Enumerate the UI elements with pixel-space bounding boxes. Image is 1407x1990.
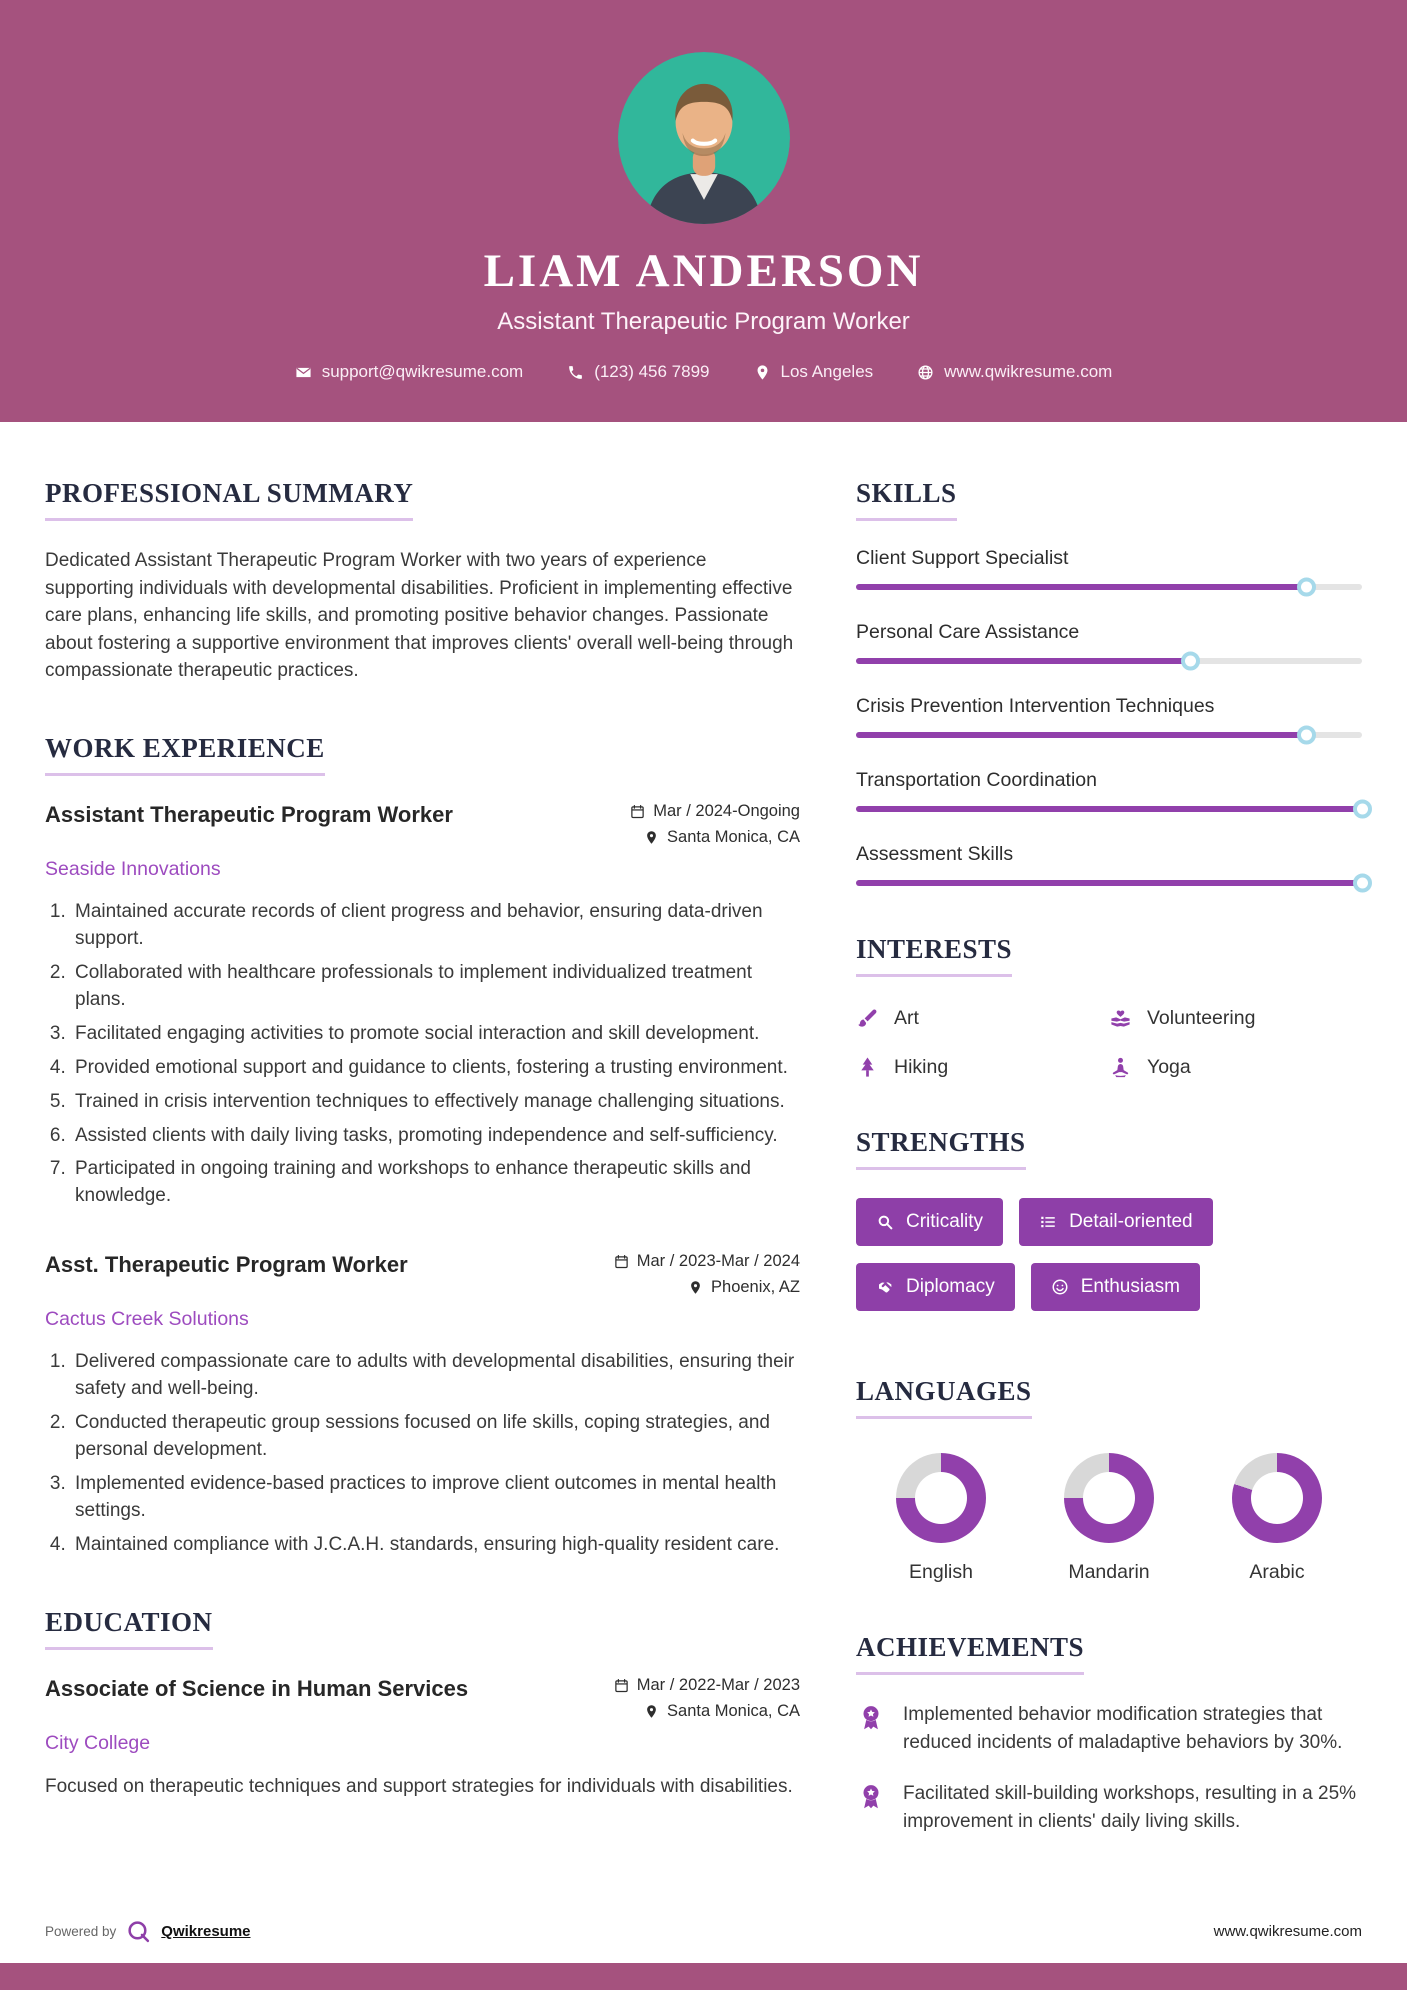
pin-icon — [644, 830, 659, 845]
yoga-person-icon — [1109, 1056, 1132, 1079]
language-donut-chart — [1232, 1453, 1322, 1543]
job-bullets — [45, 1349, 800, 1559]
section-summary — [45, 478, 800, 685]
hands-heart-icon — [1109, 1007, 1132, 1030]
skill-bar — [856, 880, 1362, 886]
education-location-text: Santa Monica, CA — [667, 1702, 800, 1721]
job-company: Seaside Innovations — [45, 857, 221, 880]
achievement-item — [856, 1701, 1362, 1756]
language-donut-chart — [1064, 1453, 1154, 1543]
contact-email-text: support@qwikresume.com — [321, 362, 524, 381]
envelope-icon — [295, 364, 312, 381]
bottom-accent-bar — [0, 1963, 1407, 1990]
achievements-heading: ACHIEVEMENTS — [856, 1632, 1084, 1675]
contact-location-text: Los Angeles — [780, 362, 874, 381]
award-icon — [856, 1703, 886, 1733]
smiley-icon — [1051, 1278, 1069, 1296]
section-strengths — [856, 1127, 1362, 1328]
interest-item — [1109, 1056, 1362, 1079]
language-item — [1034, 1453, 1184, 1584]
job-dates — [614, 1252, 800, 1271]
job-location — [630, 828, 800, 847]
job-location-text: Santa Monica, CA — [667, 827, 800, 846]
interest-label: Art — [894, 1007, 919, 1029]
contact-website-text: www.qwikresume.com — [944, 362, 1113, 381]
powered-by-label: Powered by — [45, 1924, 117, 1939]
interest-item — [856, 1056, 1109, 1079]
summary-text: Dedicated Assistant Therapeutic Program Worker with two years of experience supporting individuals with developmental disabilities. Proficient in implementing effective care plans, enhancing life skills, and promoting positive behavior changes. Passionate about fostering a supportive environment that improves clients' overall well-being through compassionate therapeutic practices. — [45, 550, 794, 682]
skill-knob — [1297, 726, 1316, 745]
strength-label: Criticality — [906, 1211, 984, 1232]
experience-heading: WORK EXPERIENCE — [45, 733, 325, 776]
contact-email[interactable] — [295, 362, 524, 382]
skill-label: Assessment Skills — [856, 843, 1014, 865]
phone-icon — [567, 364, 584, 381]
section-languages — [856, 1376, 1362, 1584]
education-dates-text: Mar / 2022-Mar / 2023 — [636, 1676, 800, 1695]
job-dates-text: Mar / 2024-Ongoing — [653, 801, 800, 820]
job-location — [614, 1278, 800, 1297]
strength-label: Enthusiasm — [1080, 1276, 1180, 1297]
left-column — [45, 478, 800, 1883]
calendar-icon — [614, 1254, 629, 1269]
job-title: Asst. Therapeutic Program Worker — [45, 1252, 408, 1278]
strength-badge — [856, 1263, 1015, 1311]
skill-knob — [1181, 652, 1200, 671]
strength-badge — [1019, 1198, 1213, 1246]
job-bullet: 4. Provided emotional support and guidance to clients, fostering a trusting environment. — [71, 1055, 800, 1082]
job-meta — [630, 802, 800, 854]
strength-badge — [856, 1198, 1003, 1246]
handshake-icon — [876, 1278, 894, 1296]
skill-knob — [1297, 578, 1316, 597]
job-bullet: 1. Maintained accurate records of client progress and behavior, ensuring data-driven support. — [71, 899, 800, 953]
job-company: Cactus Creek Solutions — [45, 1308, 249, 1331]
footer — [45, 1919, 1362, 1944]
language-item — [1202, 1453, 1352, 1584]
skill-knob — [1353, 800, 1372, 819]
interests-grid — [856, 1003, 1362, 1079]
interest-item — [1109, 1007, 1362, 1030]
skill-item — [856, 695, 1362, 738]
skill-bar — [856, 658, 1362, 664]
candidate-title: Assistant Therapeutic Program Worker — [497, 308, 910, 335]
contact-website[interactable] — [917, 362, 1112, 382]
calendar-icon — [630, 804, 645, 819]
section-experience — [45, 733, 800, 1559]
education-degree: Associate of Science in Human Services — [45, 1676, 469, 1702]
job-bullets — [45, 899, 800, 1211]
job-entry — [45, 1252, 800, 1559]
skill-knob — [1353, 874, 1372, 893]
section-interests — [856, 934, 1362, 1079]
language-label: English — [909, 1561, 973, 1583]
interest-label: Hiking — [894, 1056, 949, 1078]
section-achievements — [856, 1632, 1362, 1835]
skill-item — [856, 547, 1362, 590]
languages-heading: LANGUAGES — [856, 1376, 1032, 1419]
contact-phone-text: (123) 456 7899 — [594, 362, 710, 381]
candidate-name: LIAM ANDERSON — [483, 245, 924, 297]
skill-label: Client Support Specialist — [856, 547, 1069, 569]
education-description: Focused on therapeutic techniques and support strategies for individuals with disabilities. — [45, 1776, 793, 1798]
job-bullet: 3. Facilitated engaging activities to promote social interaction and skill development. — [71, 1021, 800, 1048]
interest-label: Volunteering — [1147, 1007, 1256, 1029]
education-school: City College — [45, 1732, 151, 1755]
skill-label: Crisis Prevention Intervention Techniques — [856, 695, 1215, 717]
summary-heading: PROFESSIONAL SUMMARY — [45, 478, 413, 521]
skill-bar — [856, 732, 1362, 738]
award-icon — [856, 1782, 886, 1812]
job-bullet: 7. Participated in ongoing training and workshops to enhance therapeutic skills and knowledge. — [71, 1156, 800, 1210]
job-title: Assistant Therapeutic Program Worker — [45, 801, 453, 827]
job-bullet: 3. Implemented evidence-based practices to improve client outcomes in mental health settings. — [71, 1471, 800, 1525]
language-label: Mandarin — [1068, 1561, 1150, 1583]
interest-label: Yoga — [1147, 1056, 1191, 1078]
job-location-text: Phoenix, AZ — [711, 1278, 800, 1297]
interests-heading: INTERESTS — [856, 934, 1012, 977]
job-bullet: 6. Assisted clients with daily living tasks, promoting independence and self-sufficiency. — [71, 1123, 800, 1150]
profile-photo — [618, 52, 790, 224]
search-icon — [876, 1213, 894, 1231]
education-dates — [614, 1676, 800, 1695]
language-donut-chart — [896, 1453, 986, 1543]
pin-icon — [644, 1704, 659, 1719]
strength-badge — [1031, 1263, 1200, 1311]
contact-location — [754, 362, 874, 382]
job-bullet: 5. Trained in crisis intervention techniques to effectively manage challenging situations. — [71, 1089, 800, 1116]
skill-bar — [856, 584, 1362, 590]
skill-item — [856, 769, 1362, 812]
right-column — [856, 478, 1362, 1883]
contact-row — [40, 362, 1367, 382]
job-bullet: 1. Delivered compassionate care to adults with developmental disabilities, ensuring their safety and well-being. — [71, 1349, 800, 1403]
achievement-text: Facilitated skill-building workshops, resulting in a 25% improvement in clients' daily living skills. — [903, 1783, 1357, 1832]
languages-row — [856, 1445, 1362, 1584]
pin-icon — [688, 1280, 703, 1295]
section-skills — [856, 478, 1362, 886]
skill-item — [856, 621, 1362, 664]
job-dates-text: Mar / 2023-Mar / 2024 — [636, 1252, 800, 1271]
job-bullet: 2. Conducted therapeutic group sessions focused on life skills, coping strategies, and personal development. — [71, 1410, 800, 1464]
achievement-text: Implemented behavior modification strategies that reduced incidents of maladaptive behaviors by 30%. — [903, 1704, 1343, 1753]
job-bullet: 4. Maintained compliance with J.C.A.H. standards, ensuring high-quality resident care. — [71, 1532, 800, 1559]
strength-label: Diplomacy — [906, 1276, 995, 1297]
education-location — [614, 1702, 800, 1721]
skill-item — [856, 843, 1362, 886]
interest-item — [856, 1007, 1109, 1030]
pine-tree-icon — [856, 1056, 879, 1079]
brand-link[interactable]: Qwikresume — [161, 1923, 251, 1940]
job-dates — [630, 802, 800, 821]
skill-label: Transportation Coordination — [856, 769, 1097, 791]
strength-badges — [856, 1196, 1362, 1328]
header — [0, 0, 1407, 422]
qwikresume-logo-icon — [126, 1919, 151, 1944]
paintbrush-icon — [856, 1007, 879, 1030]
achievement-item — [856, 1780, 1362, 1835]
skill-label: Personal Care Assistance — [856, 621, 1080, 643]
skill-bar — [856, 806, 1362, 812]
strength-label: Detail-oriented — [1069, 1211, 1193, 1232]
job-meta — [614, 1252, 800, 1304]
education-entry — [45, 1676, 800, 1801]
calendar-icon — [614, 1678, 629, 1693]
education-heading: EDUCATION — [45, 1607, 213, 1650]
footer-website-link[interactable]: www.qwikresume.com — [1213, 1923, 1362, 1940]
education-meta — [614, 1676, 800, 1728]
strengths-heading: STRENGTHS — [856, 1127, 1026, 1170]
body — [0, 422, 1407, 1883]
list-icon — [1039, 1213, 1057, 1231]
job-entry — [45, 802, 800, 1211]
language-label: Arabic — [1249, 1561, 1305, 1583]
section-education — [45, 1607, 800, 1801]
profile-photo-illustration — [618, 52, 790, 224]
job-bullet: 2. Collaborated with healthcare professionals to implement individualized treatment plans. — [71, 960, 800, 1014]
pin-icon — [754, 364, 771, 381]
language-item — [866, 1453, 1016, 1584]
powered-by — [45, 1919, 251, 1944]
skills-heading: SKILLS — [856, 478, 957, 521]
globe-icon — [917, 364, 934, 381]
contact-phone[interactable] — [567, 362, 709, 382]
